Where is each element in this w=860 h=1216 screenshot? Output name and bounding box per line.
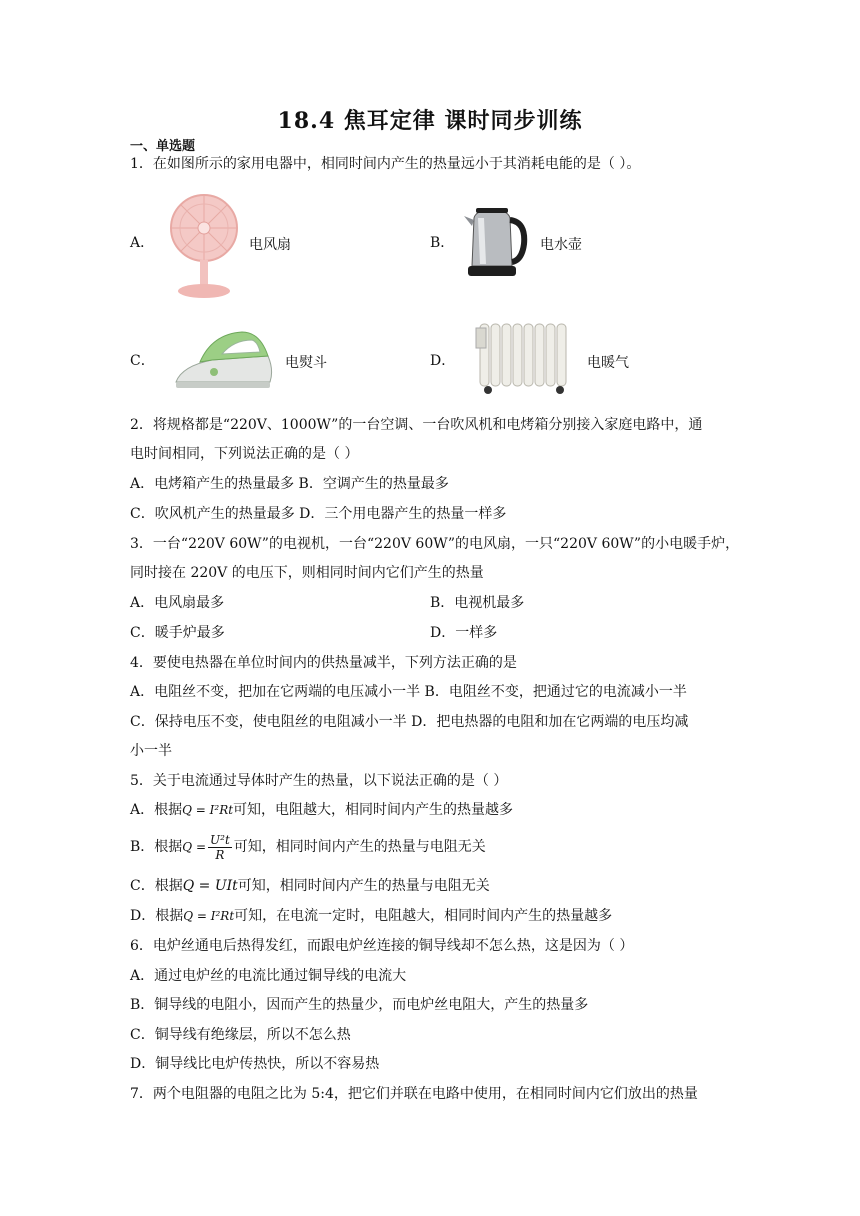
q5-option-d-pre: D．根据 (130, 908, 184, 924)
q5-option-a (130, 801, 513, 819)
q4-stem: 4．要使电热器在单位时间内的供热量减半，下列方法正确的是 (130, 655, 517, 671)
q3-option-b: B．电视机最多 (430, 595, 525, 611)
q6-option-d: D．铜导线比电炉传热快，所以不容易热 (130, 1056, 380, 1072)
electric-iron-image (172, 326, 276, 394)
q4-options-ab: A．电阻丝不变，把加在它两端的电压减小一半 B．电阻丝不变，把通过它的电流减小一半 (130, 684, 687, 700)
q3-option-a: A．电风扇最多 (130, 595, 225, 611)
q1-option-c-label: 电熨斗 (285, 355, 327, 371)
page-title: 18.4 焦耳定律 课时同步训练 (277, 108, 583, 134)
q5-option-d-formula: Q = I²Rt (183, 909, 235, 923)
q5-option-a-pre: A．根据 (130, 802, 183, 818)
q6-stem: 6．电炉丝通电后热得发红，而跟电炉丝连接的铜导线却不怎么热，这是因为（ ） (130, 938, 634, 954)
q1-option-b-letter: B． (430, 235, 455, 251)
q2-options-ab: A．电烤箱产生的热量最多 B．空调产生的热量最多 (130, 476, 449, 492)
q5-option-a-post: 可知，电阻越大，相同时间内产生的热量越多 (233, 802, 514, 818)
q2-stem-line1: 2．将规格都是“220V、1000W”的一台空调、一台吹风机和电烤箱分别接入家庭电路中，通 (130, 417, 703, 433)
section-heading: 一、单选题 (130, 139, 196, 154)
q6-option-c: C．铜导线有绝缘层，所以不怎么热 (130, 1027, 351, 1043)
q5-option-b-denominator: R (215, 847, 225, 862)
q5-option-b-fraction (208, 833, 232, 862)
q5-stem: 5．关于电流通过导体时产生的热量，以下说法正确的是（ ） (130, 773, 508, 789)
q4-options-cd-cont: 小一半 (130, 743, 172, 759)
q3-option-c: C．暖手炉最多 (130, 625, 225, 641)
q5-option-d-post: 可知，在电流一定时，电阻越大，相同时间内产生的热量越多 (234, 908, 613, 924)
q2-stem-line2: 电时间相同，下列说法正确的是（ ） (130, 446, 359, 462)
q4-options-cd: C．保持电压不变，使电阻丝的电阻减小一半 D．把电热器的电阻和加在它两端的电压均减 (130, 714, 689, 730)
q1-option-d-label: 电暖气 (587, 355, 629, 371)
q1-option-a-letter: A． (130, 235, 155, 251)
q5-option-b-post: 可知，相同时间内产生的热量与电阻无关 (233, 839, 486, 855)
q5-option-c-pre: C．根据 (130, 878, 183, 894)
q1-option-b-label: 电水壶 (540, 237, 582, 253)
q5-option-c-post: 可知，相同时间内产生的热量与电阻无关 (237, 878, 490, 894)
q1-option-d-letter: D． (430, 353, 456, 369)
q3-stem-line2: 同时接在 220V 的电压下，则相同时间内它们产生的热量 (130, 565, 484, 581)
q5-option-b-lhs: Q = (182, 840, 207, 854)
q5-option-d (130, 907, 612, 925)
electric-heater-image (474, 320, 574, 396)
electric-fan-image (168, 192, 240, 300)
q1-option-a-label: 电风扇 (249, 237, 291, 253)
q3-stem-line1: 3．一台“220V 60W”的电视机，一台“220V 60W”的电风扇，一只“220V 60W”的小电暖手炉， (130, 536, 740, 552)
q1-option-c-letter: C． (130, 353, 155, 369)
q5-option-b-numerator: U²t (210, 832, 230, 847)
q2-options-cd: C．吹风机产生的热量最多 D．三个用电器产生的热量一样多 (130, 506, 507, 522)
q5-option-c-formula: Q = UIt (182, 878, 238, 894)
q5-option-c (130, 877, 490, 895)
q6-option-a: A．通过电炉丝的电流比通过铜导线的电流大 (130, 968, 407, 984)
q3-option-d: D．一样多 (430, 625, 498, 641)
electric-kettle-image (462, 204, 530, 280)
q5-option-b-pre: B．根据 (130, 839, 183, 855)
q6-option-b: B．铜导线的电阻小，因而产生的热量少，而电炉丝电阻大，产生的热量多 (130, 997, 589, 1013)
q7-stem: 7．两个电阻器的电阻之比为 5:4，把它们并联在电路中使用，在相同时间内它们放出的热量 (130, 1086, 698, 1102)
q1-stem: 1．在如图所示的家用电器中，相同时间内产生的热量远小于其消耗电能的是（ ）。 (130, 156, 641, 172)
q5-option-b (130, 832, 486, 862)
q5-option-a-formula: Q = I²Rt (182, 803, 234, 817)
